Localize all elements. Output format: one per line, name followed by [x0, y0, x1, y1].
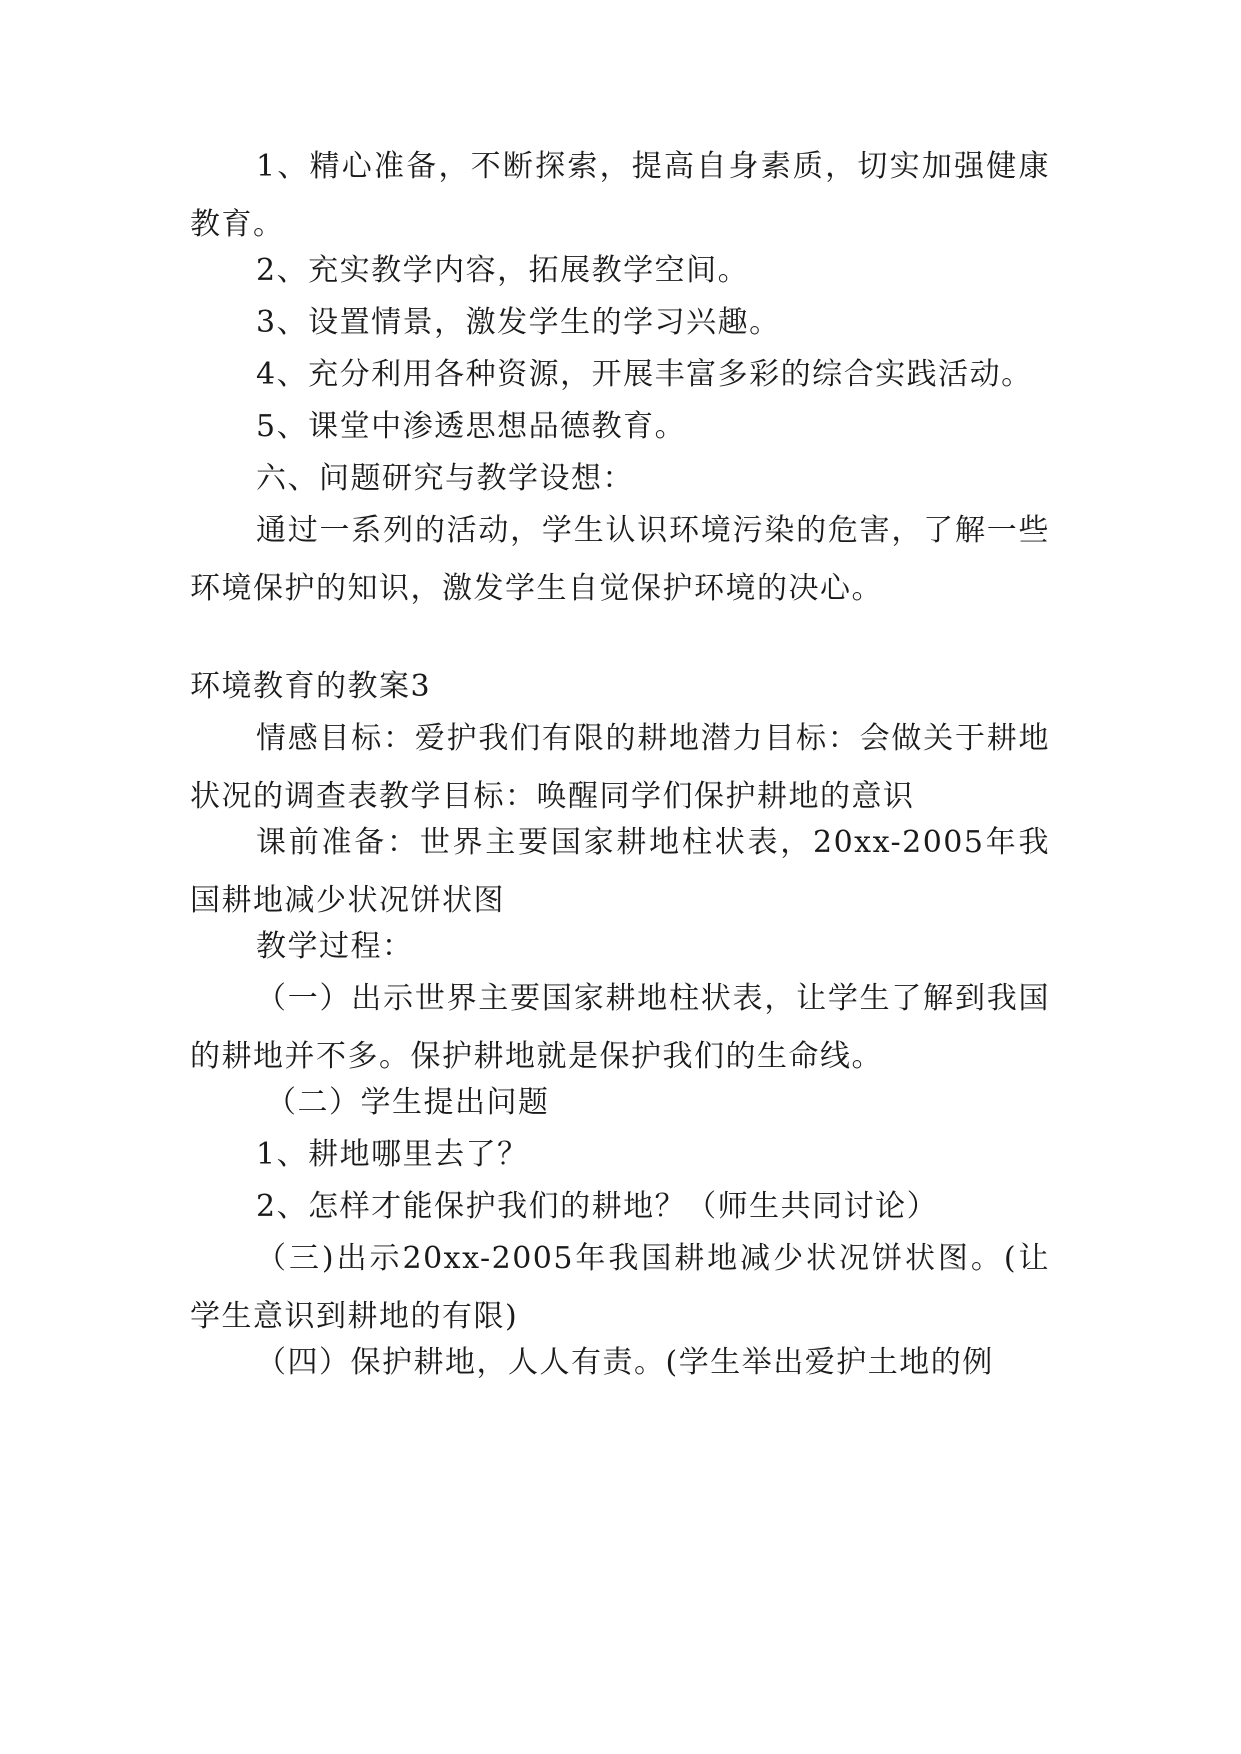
list-item-2: 2、充实教学内容，拓展教学空间。	[256, 253, 750, 288]
step-four-paragraph: （四）保护耕地，人人有责。(学生举出爱护土地的例	[256, 1345, 994, 1380]
question-two: 2、怎样才能保护我们的耕地？（师生共同讨论）	[256, 1189, 939, 1224]
section-title: 环境教育的教案3	[190, 669, 432, 704]
section-heading-six: 六、问题研究与教学设想：	[256, 461, 634, 496]
paragraph-six: 通过一系列的活动，学生认识环境污染的危害，了解一些环境保护的知识，激发学生自觉保护环境的决心。	[190, 513, 1050, 606]
goals-paragraph: 情感目标：爱护我们有限的耕地潜力目标：会做关于耕地状况的调查表教学目标：唤醒同学们保护耕地的意识	[190, 721, 1050, 814]
list-item-5: 5、课堂中渗透思想品德教育。	[256, 409, 687, 444]
step-two-paragraph: （二）学生提出问题	[266, 1085, 550, 1120]
list-item-4: 4、充分利用各种资源，开展丰富多彩的综合实践活动。	[256, 357, 1033, 392]
process-label: 教学过程：	[256, 929, 414, 964]
preparation-paragraph: 课前准备：世界主要国家耕地柱状表，20xx-2005年我国耕地减少状况饼状图	[190, 825, 1050, 918]
list-item-1: 1、精心准备，不断探索，提高自身素质，切实加强健康教育。	[190, 149, 1050, 242]
document-page	[190, 0, 1050, 1754]
question-one: 1、耕地哪里去了？	[256, 1137, 529, 1172]
step-three-paragraph: （三)出示20xx-2005年我国耕地减少状况饼状图。(让学生意识到耕地的有限)	[190, 1241, 1050, 1334]
step-one-paragraph: （一）出示世界主要国家耕地柱状表，让学生了解到我国的耕地并不多。保护耕地就是保护我们的生命线。	[190, 981, 1050, 1074]
list-item-3: 3、设置情景，激发学生的学习兴趣。	[256, 305, 781, 340]
